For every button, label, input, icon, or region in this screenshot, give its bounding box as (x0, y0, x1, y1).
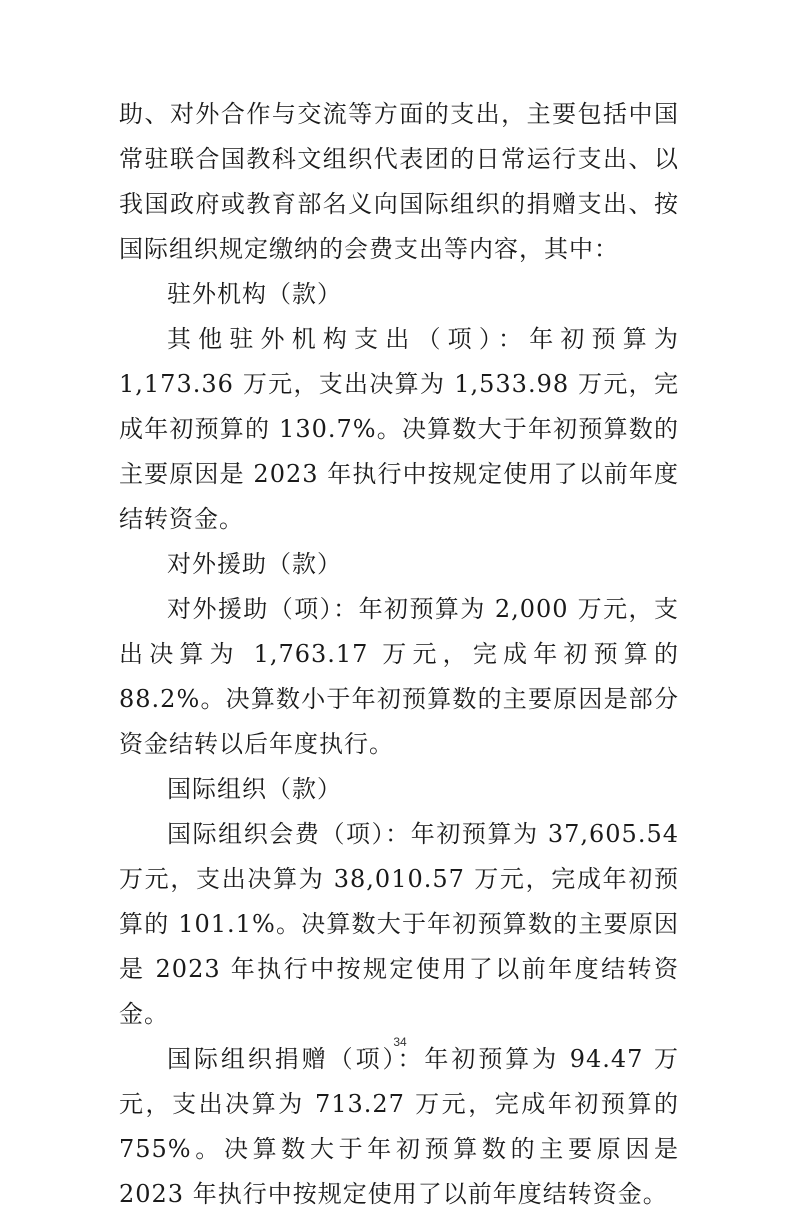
paragraph-other-overseas-agencies: 其他驻外机构支出（项）：年初预算为 1,173.36 万元，支出决算为 1,533.98 万元，完成年初预算的 130.7%。决算数大于年初预算数的主要原因是 2023 年执行中按规定使用了以前年度结转资金。 (119, 325, 679, 533)
paragraph-foreign-aid: 对外援助（项）：年初预算为 2,000 万元，支出决算为 1,763.17 万元，完成年初预算的 88.2%。决算数小于年初预算数的主要原因是部分资金结转以后年度执行。 (119, 595, 679, 758)
paragraph-intro-continued: 助、对外合作与交流等方面的支出，主要包括中国常驻联合国教科文组织代表团的日常运行支出、以我国政府或教育部名义向国际组织的捐赠支出、按国际组织规定缴纳的会费支出等内容，其中： (119, 100, 679, 263)
section-heading-overseas-agencies: 驻外机构（款） (167, 280, 342, 308)
paragraph-donations: 国际组织捐赠（项）：年初预算为 94.47 万元，支出决算为 713.27 万元，完成年初预算的 755%。决算数大于年初预算数的主要原因是 2023 年执行中按规定使用了以前年度结转资金。 (119, 1045, 679, 1208)
section-heading-international-organizations: 国际组织（款） (167, 775, 342, 803)
section-heading-foreign-aid: 对外援助（款） (167, 550, 342, 578)
page-number: 34 (393, 1035, 407, 1049)
paragraph-membership-fees: 国际组织会费（项）：年初预算为 37,605.54 万元，支出决算为 38,010.57 万元，完成年初预算的 101.1%。决算数大于年初预算数的主要原因是 2023 年执行中按规定使用了以前年度结转资金。 (119, 820, 679, 1028)
